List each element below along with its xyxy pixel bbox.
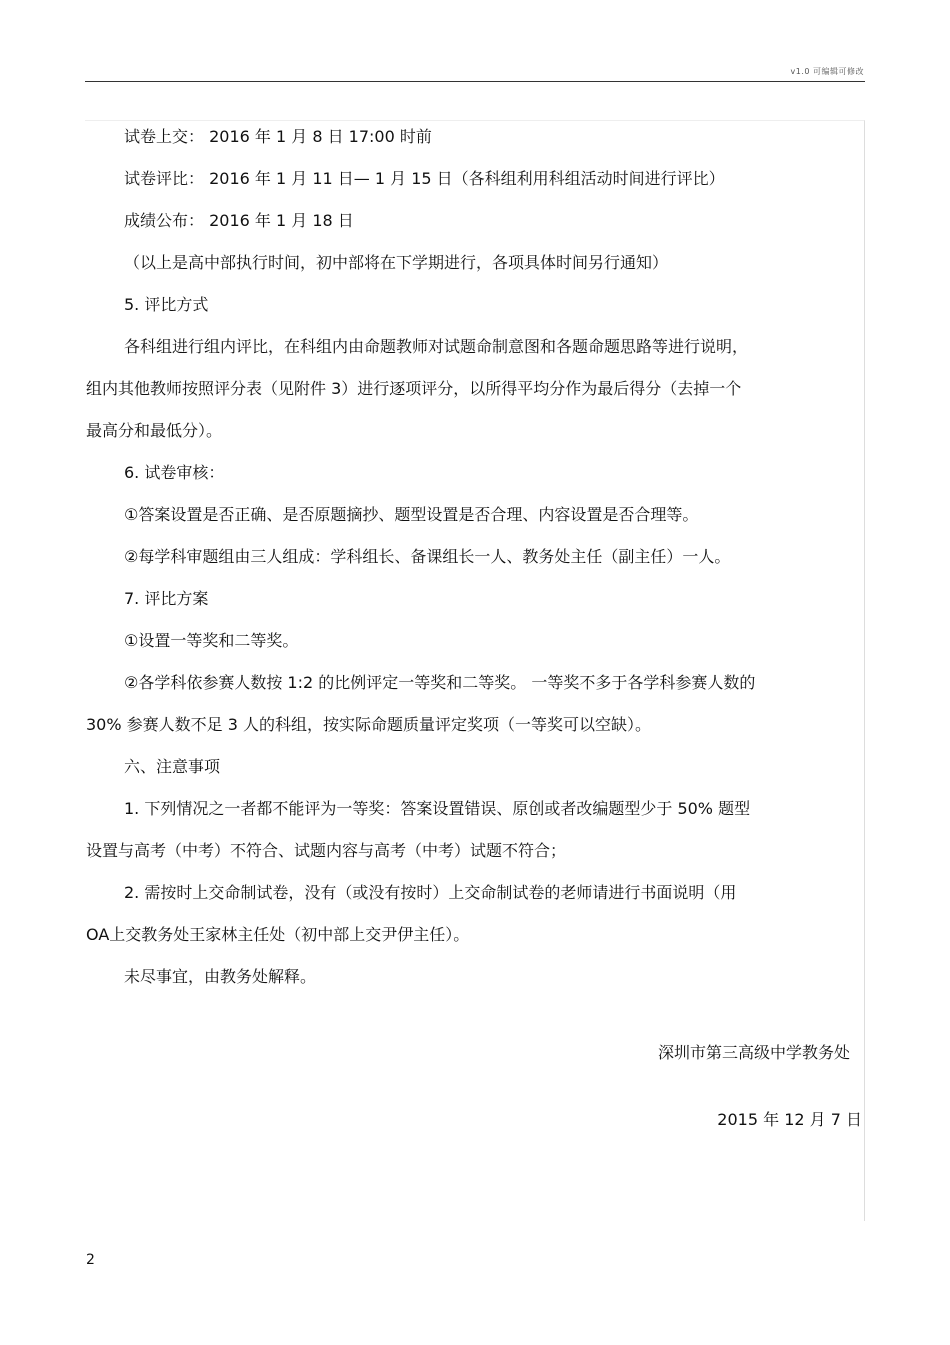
award-item-1: ①设置一等奖和二等奖。 (124, 631, 299, 650)
paragraph-results: 成绩公布： 2016 年 1 月 18 日 (124, 211, 354, 230)
paragraph-evaluation: 试卷评比： 2016 年 1 月 11 日— 1 月 15 日（各科组利用科组活动时间进行评比） (124, 169, 725, 188)
header-version-text: v1.0 可编辑可修改 (790, 67, 864, 76)
paragraph-method-1: 各科组进行组内评比，在科组内由命题教师对试题命制意图和各题命题思路等进行说明， (124, 337, 749, 356)
note-2-continued: OA上交教务处王家林主任处（初中部上交尹伊主任）。 (86, 925, 470, 944)
paragraph-note: （以上是高中部执行时间，初中部将在下学期进行，各项具体时间另行通知） (124, 253, 669, 272)
paragraph-submission: 试卷上交： 2016 年 1 月 8 日 17:00 时前 (124, 127, 432, 146)
page-number: 2 (86, 1252, 95, 1268)
notes-heading: 六、注意事项 (124, 757, 221, 776)
award-item-2: ②各学科依参赛人数按 1:2 的比例评定一等奖和二等奖。 一等奖不多于各学科参赛人数的 (124, 673, 756, 692)
note-1-continued: 设置与高考（中考）不符合、试题内容与高考（中考）试题不符合； (86, 841, 567, 860)
section-5-heading: 5. 评比方式 (124, 295, 209, 314)
note-2: 2. 需按时上交命制试卷，没有（或没有按时）上交命制试卷的老师请进行书面说明（用 (124, 883, 737, 902)
paragraph-method-2: 组内其他教师按照评分表（见附件 3）进行逐项评分，以所得平均分作为最后得分（去掉一个 (86, 379, 742, 398)
award-item-2-continued: 30% 参赛人数不足 3 人的科组，按实际命题质量评定奖项（一等奖可以空缺）。 (86, 715, 652, 734)
review-item-1: ①答案设置是否正确、是否原题摘抄、题型设置是否合理、内容设置是否合理等。 (124, 505, 699, 524)
paragraph-method-3: 最高分和最低分）。 (86, 421, 223, 440)
section-7-heading: 7. 评比方案 (124, 589, 209, 608)
note-1: 1. 下列情况之一者都不能评为一等奖：答案设置错误、原创或者改编题型少于 50% 题型 (124, 799, 751, 818)
header-divider (85, 81, 865, 82)
signature-date: 2015 年 12 月 7 日 (717, 1110, 862, 1129)
section-6-heading: 6. 试卷审核： (124, 463, 225, 482)
signature-office: 深圳市第三高级中学教务处 (657, 1043, 850, 1062)
review-item-2: ②每学科审题组由三人组成：学科组长、备课组长一人、教务处主任（副主任）一人。 (124, 547, 731, 566)
closing-remark: 未尽事宜，由教务处解释。 (124, 967, 317, 986)
